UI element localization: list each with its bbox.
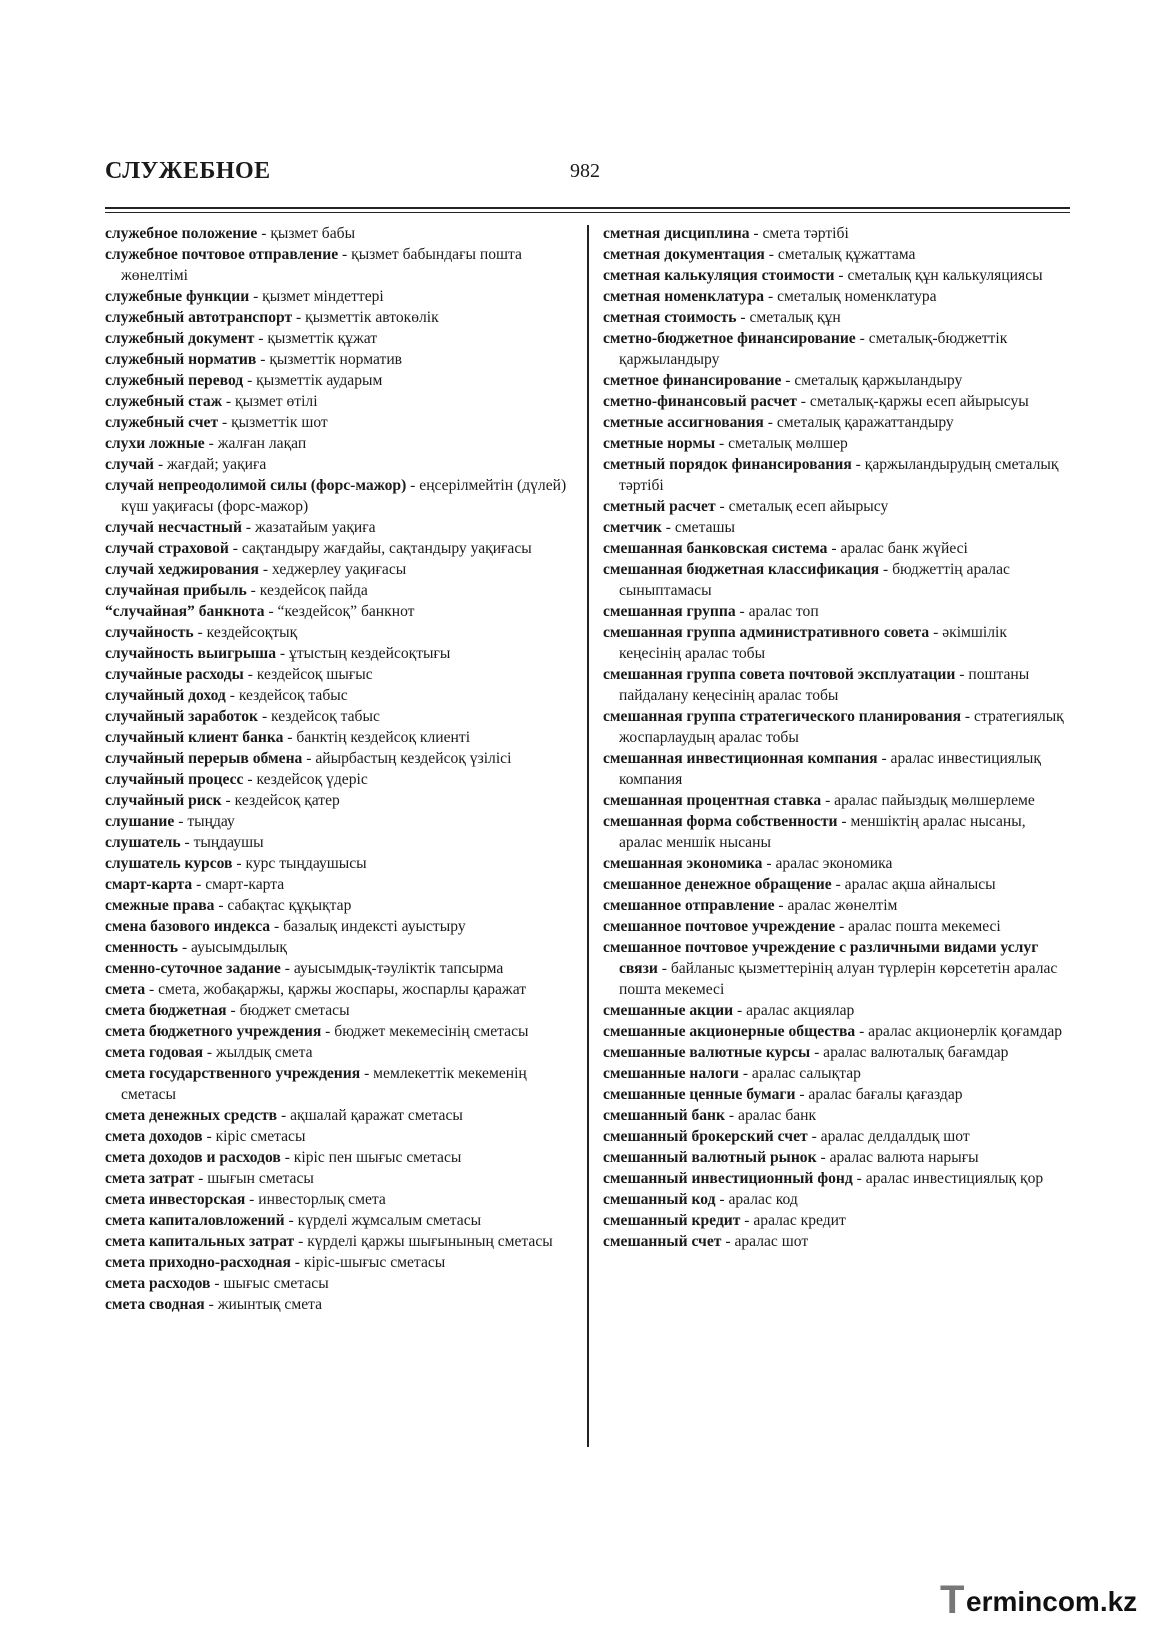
entry-term: сметный порядок финансирования	[603, 456, 852, 473]
dictionary-entry	[603, 1063, 1065, 1084]
entry-translation: - жазатайым уақиға	[241, 519, 376, 536]
entry-term: слушание	[105, 813, 175, 830]
dictionary-entry	[105, 454, 567, 475]
entry-translation: - аралас пошта мекемесі	[835, 918, 1001, 935]
entry-term: смешанная процентная ставка	[603, 792, 822, 809]
entry-translation: - сабақтас құқықтар	[214, 897, 352, 914]
entry-translation: - байланыс қызметтерінің алуан түрлерін көрсететін аралас пошта мекемесі	[619, 960, 1058, 998]
entry-translation: - аралас шот	[721, 1233, 809, 1250]
entry-translation: - смета, жобақаржы, қаржы жоспары, жоспарлы қаражат	[145, 981, 527, 998]
entry-translation: - аралас акционерлік қоғамдар	[855, 1023, 1063, 1040]
dictionary-entry	[105, 370, 567, 391]
header-rule-thick	[105, 207, 1070, 209]
dictionary-entry	[105, 1063, 567, 1105]
entry-translation: - қызметтік құжат	[254, 330, 378, 347]
entry-translation: - кіріс сметасы	[202, 1128, 306, 1145]
dictionary-entry	[603, 265, 1065, 286]
dictionary-entry	[105, 790, 567, 811]
entry-term: смешанная форма собственности	[603, 813, 838, 830]
entry-term: случайный перерыв обмена	[105, 750, 303, 767]
entry-translation: - курс тыңдаушысы	[232, 855, 367, 872]
entry-translation: - сметашы	[661, 519, 736, 536]
entry-translation: - сметалық қаражаттандыру	[763, 414, 954, 431]
dictionary-entry	[105, 349, 567, 370]
entry-translation: - күрделі жұмсалым сметасы	[284, 1212, 482, 1229]
dictionary-entry	[603, 853, 1065, 874]
dictionary-entry	[603, 874, 1065, 895]
dictionary-entry	[603, 916, 1065, 937]
entry-term: случай страховой	[105, 540, 229, 557]
dictionary-entry	[603, 370, 1065, 391]
entry-translation: - сақтандыру жағдайы, сақтандыру уақиғасы	[228, 540, 532, 557]
entry-term: сметный расчет	[603, 498, 716, 515]
entry-term: смета доходов	[105, 1128, 203, 1145]
entry-translation: - қызметтік автокөлік	[292, 309, 439, 326]
entry-translation: - меншіктің аралас нысаны, аралас меншік нысаны	[619, 813, 1026, 851]
running-head: СЛУЖЕБНОЕ	[105, 158, 271, 184]
dictionary-entry	[105, 1252, 567, 1273]
dictionary-entry	[105, 769, 567, 790]
entry-term: случайный процесс	[105, 771, 244, 788]
entry-translation: - қызметтік норматив	[256, 351, 403, 368]
dictionary-entry	[603, 1210, 1065, 1231]
entry-term: служебный перевод	[105, 372, 244, 389]
entry-term: сметная дисциплина	[603, 225, 750, 242]
entry-translation: - кездейсоқтық	[193, 624, 298, 641]
entry-translation: - кездейсоқ үдеріс	[243, 771, 368, 788]
entry-translation: - кіріс пен шығыс сметасы	[280, 1149, 462, 1166]
entry-term: смена базового индекса	[105, 918, 271, 935]
dictionary-entry	[105, 727, 567, 748]
entry-term: сменно-суточное задание	[105, 960, 281, 977]
dictionary-entry	[603, 538, 1065, 559]
entry-term: смета годовая	[105, 1044, 204, 1061]
entry-translation: - аралас банк жүйесі	[827, 540, 968, 557]
right-column	[603, 223, 1065, 1252]
entry-translation: - күрделі қаржы шығынының сметасы	[294, 1233, 553, 1250]
logo-text: ermincom.kz	[966, 1586, 1138, 1617]
dictionary-entry	[603, 328, 1065, 370]
entry-translation: - аралас валюталық бағамдар	[810, 1044, 1009, 1061]
dictionary-entry	[105, 1000, 567, 1021]
entry-translation: - поштаны пайдалану кеңесінің аралас тобы	[619, 666, 1030, 704]
entry-translation: - сметалық құжаттама	[764, 246, 916, 263]
dictionary-entry	[105, 706, 567, 727]
termincom-logo	[940, 1580, 1140, 1620]
entry-translation: - аралас акциялар	[733, 1002, 855, 1019]
dictionary-entry	[603, 1000, 1065, 1021]
dictionary-entry	[603, 1147, 1065, 1168]
entry-term: смета	[105, 981, 146, 998]
entry-translation: - ақшалай қаражат сметасы	[277, 1107, 463, 1124]
entry-translation: - әкімшілік кеңесінің аралас тобы	[619, 624, 1007, 662]
entry-term: смешанный код	[603, 1191, 716, 1208]
entry-translation: - кездейсоқ табыс	[258, 708, 380, 725]
dictionary-entry	[105, 1273, 567, 1294]
entry-term: смета расходов	[105, 1275, 211, 1292]
entry-translation: - кездейсоқ қатер	[221, 792, 340, 809]
entry-translation: - айырбастың кездейсоқ үзілісі	[302, 750, 512, 767]
entry-translation: - тыңдау	[174, 813, 235, 830]
entry-term: случай	[105, 456, 155, 473]
dictionary-entry	[603, 454, 1065, 496]
entry-translation: - жағдай; уақиға	[154, 456, 267, 473]
entry-translation: - аралас бағалы қағаздар	[795, 1086, 963, 1103]
dictionary-entry	[603, 895, 1065, 916]
entry-term: сметная калькуляция стоимости	[603, 267, 835, 284]
entry-term: смешанные акции	[603, 1002, 734, 1019]
entry-term: случайный доход	[105, 687, 226, 704]
entry-translation: - банктің кездейсоқ клиенті	[283, 729, 471, 746]
header-rule-thin	[105, 212, 1070, 213]
entry-term: смешанная группа	[603, 603, 736, 620]
entry-translation: - сметалық құн калькуляциясы	[834, 267, 1043, 284]
entry-term: смета затрат	[105, 1170, 195, 1187]
dictionary-entry	[603, 1105, 1065, 1126]
dictionary-entry	[105, 1021, 567, 1042]
entry-translation: - қызметтік аударым	[243, 372, 383, 389]
entry-translation: - қызмет өтілі	[222, 393, 318, 410]
entry-translation: - сметалық құн	[736, 309, 841, 326]
dictionary-entry	[105, 1126, 567, 1147]
entry-translation: - аралас топ	[735, 603, 819, 620]
entry-translation: - еңсерілмейтін (дүлей) күш уақиғасы (форс-мажор)	[121, 477, 567, 515]
entry-term: случайный заработок	[105, 708, 259, 725]
entry-translation: - шығыс сметасы	[210, 1275, 329, 1292]
dictionary-entry	[105, 832, 567, 853]
entry-translation: - қаржыландырудың сметалық тәртібі	[619, 456, 1059, 494]
dictionary-entry	[105, 580, 567, 601]
entry-translation: - бюджет сметасы	[226, 1002, 350, 1019]
entry-term: смета доходов и расходов	[105, 1149, 281, 1166]
dictionary-entry	[603, 790, 1065, 811]
entry-translation: - аралас пайыздық мөлшерлеме	[821, 792, 1035, 809]
entry-translation: - аралас валюта нарығы	[816, 1149, 979, 1166]
entry-term: смешанный валютный рынок	[603, 1149, 817, 1166]
dictionary-entry	[603, 811, 1065, 853]
entry-term: сметная номенклатура	[603, 288, 765, 305]
entry-term: смета денежных средств	[105, 1107, 278, 1124]
entry-term: смешанная экономика	[603, 855, 763, 872]
dictionary-entry	[105, 664, 567, 685]
entry-translation: - ұтыстың кездейсоқтығы	[276, 645, 451, 662]
entry-translation: - жалған лақап	[204, 435, 307, 452]
entry-translation: - кездейсоқ пайда	[246, 582, 368, 599]
dictionary-entry	[603, 1084, 1065, 1105]
entry-term: смешанный кредит	[603, 1212, 741, 1229]
entry-term: смешанный инвестиционный фонд	[603, 1170, 853, 1187]
dictionary-entry	[105, 538, 567, 559]
dictionary-entry	[603, 1168, 1065, 1189]
entry-translation: - аралас код	[715, 1191, 798, 1208]
entry-term: смета бюджетного учреждения	[105, 1023, 322, 1040]
entry-translation: - хеджерлеу уақиғасы	[258, 561, 407, 578]
dictionary-entry	[603, 223, 1065, 244]
dictionary-entry	[105, 412, 567, 433]
entry-translation: - смета тәртібі	[749, 225, 849, 242]
entry-term: служебный норматив	[105, 351, 257, 368]
entry-translation: - сметалық қаржыландыру	[781, 372, 963, 389]
dictionary-entry	[603, 1189, 1065, 1210]
dictionary-entry	[603, 601, 1065, 622]
entry-term: смета капитальных затрат	[105, 1233, 295, 1250]
dictionary-entry	[105, 475, 567, 517]
dictionary-entry	[603, 496, 1065, 517]
dictionary-entry	[603, 706, 1065, 748]
entry-translation: - ауысымдылық	[178, 939, 287, 956]
entry-translation: - бюджет мекемесінің сметасы	[321, 1023, 529, 1040]
entry-term: смета приходно-расходная	[105, 1254, 291, 1271]
entry-translation: - сметалық мөлшер	[715, 435, 848, 452]
entry-term: случайная прибыль	[105, 582, 247, 599]
dictionary-entry	[105, 1168, 567, 1189]
entry-translation: - аралас экономика	[762, 855, 893, 872]
entry-term: смешанные налоги	[603, 1065, 739, 1082]
dictionary-entry	[105, 559, 567, 580]
dictionary-entry	[105, 1210, 567, 1231]
entry-translation: - тыңдаушы	[180, 834, 264, 851]
entry-term: служебный стаж	[105, 393, 222, 410]
dictionary-entry	[105, 1042, 567, 1063]
entry-term: сметное финансирование	[603, 372, 782, 389]
dictionary-entry	[105, 643, 567, 664]
entry-term: смарт-карта	[105, 876, 193, 893]
entry-translation: - қызмет бабы	[257, 225, 356, 242]
dictionary-entry	[105, 958, 567, 979]
entry-translation: - ауысымдық-тәуліктік тапсырма	[280, 960, 504, 977]
entry-term: случайность выигрыша	[105, 645, 277, 662]
entry-term: смешанное денежное обращение	[603, 876, 832, 893]
dictionary-entry	[105, 895, 567, 916]
entry-term: сметная стоимость	[603, 309, 737, 326]
entry-translation: - аралас ақша айналысы	[831, 876, 996, 893]
entry-term: служебный автотранспорт	[105, 309, 293, 326]
dictionary-entry	[105, 916, 567, 937]
dictionary-entry	[105, 244, 567, 286]
entry-term: смешанный банк	[603, 1107, 726, 1124]
entry-translation: - бюджеттің аралас сыныптамасы	[619, 561, 1010, 599]
left-column	[105, 223, 567, 1315]
dictionary-entry	[105, 622, 567, 643]
dictionary-entry	[603, 622, 1065, 664]
entry-term: “случайная” банкнота	[105, 603, 265, 620]
page-number: 982	[570, 160, 600, 182]
entry-term: смешанная банковская система	[603, 540, 828, 557]
entry-term: смешанные акционерные общества	[603, 1023, 856, 1040]
entry-translation: - аралас банк	[725, 1107, 817, 1124]
dictionary-entry	[105, 1294, 567, 1315]
entry-translation: - кездейсоқ шығыс	[243, 666, 373, 683]
entry-term: смежные права	[105, 897, 215, 914]
dictionary-entry	[105, 601, 567, 622]
entry-term: смета капиталовложений	[105, 1212, 285, 1229]
dictionary-entry	[105, 391, 567, 412]
entry-translation: - базалық индексті ауыстыру	[270, 918, 466, 935]
entry-translation: - жиынтық смета	[204, 1296, 323, 1313]
entry-term: смешанное почтовое учреждение	[603, 918, 836, 935]
entry-term: слухи ложные	[105, 435, 205, 452]
entry-term: смешанная группа стратегического планирования	[603, 708, 962, 725]
logo-initial: T	[940, 1578, 965, 1622]
entry-term: смешанная группа совета почтовой эксплуатации	[603, 666, 956, 683]
entry-translation: - сметалық есеп айырысу	[715, 498, 889, 515]
entry-term: служебный документ	[105, 330, 255, 347]
dictionary-entry	[105, 874, 567, 895]
dictionary-entry	[105, 1231, 567, 1252]
entry-translation: - қызмет бабындағы пошта жөнелтімі	[121, 246, 522, 284]
dictionary-entry	[603, 1021, 1065, 1042]
entry-term: смешанный счет	[603, 1233, 722, 1250]
entry-translation: - кіріс-шығыс сметасы	[290, 1254, 446, 1271]
dictionary-entry	[105, 937, 567, 958]
entry-translation: - кездейсоқ табыс	[225, 687, 348, 704]
entry-term: служебное почтовое отправление	[105, 246, 339, 263]
dictionary-entry	[105, 517, 567, 538]
dictionary-entry	[105, 223, 567, 244]
entry-term: сметчик	[603, 519, 662, 536]
entry-term: сметно-бюджетное финансирование	[603, 330, 856, 347]
entry-term: случайный клиент банка	[105, 729, 284, 746]
dictionary-entry	[105, 748, 567, 769]
entry-translation: - шығын сметасы	[194, 1170, 314, 1187]
entry-translation: - аралас инвестициялық қор	[852, 1170, 1044, 1187]
dictionary-entry	[603, 433, 1065, 454]
entry-translation: - сметалық-қаржы есеп айырысуы	[796, 393, 1029, 410]
entry-translation: - аралас жөнелтім	[774, 897, 898, 914]
entry-translation: - мемлекеттік мекеменің сметасы	[121, 1065, 527, 1103]
entry-translation: - қызметтік шот	[218, 414, 328, 431]
entry-term: смешанные валютные курсы	[603, 1044, 811, 1061]
entry-term: смешанная группа административного совета	[603, 624, 930, 641]
entry-term: смета сводная	[105, 1296, 205, 1313]
entry-term: смешанная инвестиционная компания	[603, 750, 878, 767]
entry-translation: - смарт-карта	[192, 876, 285, 893]
dictionary-entry	[105, 1147, 567, 1168]
dictionary-entry	[105, 1105, 567, 1126]
entry-term: сметные нормы	[603, 435, 716, 452]
dictionary-entry	[603, 1126, 1065, 1147]
entry-translation: - аралас кредит	[740, 1212, 846, 1229]
entry-term: случай непреодолимой силы (форс-мажор)	[105, 477, 407, 494]
dictionary-entry	[603, 559, 1065, 601]
dictionary-entry	[603, 391, 1065, 412]
entry-translation: - инвесторлық смета	[245, 1191, 386, 1208]
dictionary-entry	[105, 811, 567, 832]
dictionary-entry	[105, 685, 567, 706]
entry-term: смета инвесторская	[105, 1191, 246, 1208]
entry-term: смешанная бюджетная классификация	[603, 561, 880, 578]
entry-term: служебное положение	[105, 225, 258, 242]
entry-term: слушатель	[105, 834, 181, 851]
dictionary-entry	[603, 286, 1065, 307]
entry-translation: - аралас делдалдық шот	[807, 1128, 970, 1145]
entry-translation: - аралас инвестициялық компания	[619, 750, 1041, 788]
dictionary-entry	[603, 1231, 1065, 1252]
entry-term: случай хеджирования	[105, 561, 259, 578]
entry-translation: - қызмет міндеттері	[249, 288, 384, 305]
entry-term: случай несчастный	[105, 519, 242, 536]
entry-term: смешанное почтовое учреждение с различными видами услуг связи	[603, 939, 1039, 977]
entry-term: слушатель курсов	[105, 855, 233, 872]
entry-translation: - аралас салықтар	[738, 1065, 861, 1082]
entry-term: случайный риск	[105, 792, 222, 809]
entry-translation: - сметалық номенклатура	[764, 288, 937, 305]
entry-term: служебный счет	[105, 414, 219, 431]
entry-translation: - стратегиялық жоспарлаудың аралас тобы	[619, 708, 1064, 746]
entry-term: смешанные ценные бумаги	[603, 1086, 796, 1103]
dictionary-entry	[603, 307, 1065, 328]
dictionary-entry	[603, 412, 1065, 433]
entry-term: сменность	[105, 939, 179, 956]
dictionary-entry	[105, 307, 567, 328]
column-divider	[587, 225, 589, 1447]
entry-translation: - жылдық смета	[203, 1044, 313, 1061]
entry-term: смета бюджетная	[105, 1002, 227, 1019]
dictionary-entry	[105, 286, 567, 307]
dictionary-entry	[105, 853, 567, 874]
dictionary-entry	[603, 517, 1065, 538]
dictionary-entry	[603, 937, 1065, 1000]
entry-term: сметная документация	[603, 246, 765, 263]
dictionary-entry	[603, 748, 1065, 790]
entry-translation: - “кездейсоқ” банкнот	[264, 603, 415, 620]
entry-term: сметно-финансовый расчет	[603, 393, 797, 410]
entry-term: смешанный брокерский счет	[603, 1128, 808, 1145]
entry-term: случайность	[105, 624, 194, 641]
entry-term: случайные расходы	[105, 666, 244, 683]
dictionary-entry	[105, 979, 567, 1000]
dictionary-entry	[603, 244, 1065, 265]
entry-term: служебные функции	[105, 288, 250, 305]
entry-translation: - сметалық-бюджеттік қаржыландыру	[619, 330, 1008, 368]
entry-term: сметные ассигнования	[603, 414, 764, 431]
entry-term: смешанное отправление	[603, 897, 775, 914]
dictionary-entry	[603, 1042, 1065, 1063]
dictionary-entry	[105, 1189, 567, 1210]
entry-term: смета государственного учреждения	[105, 1065, 361, 1082]
dictionary-entry	[105, 328, 567, 349]
dictionary-entry	[105, 433, 567, 454]
dictionary-entry	[603, 664, 1065, 706]
